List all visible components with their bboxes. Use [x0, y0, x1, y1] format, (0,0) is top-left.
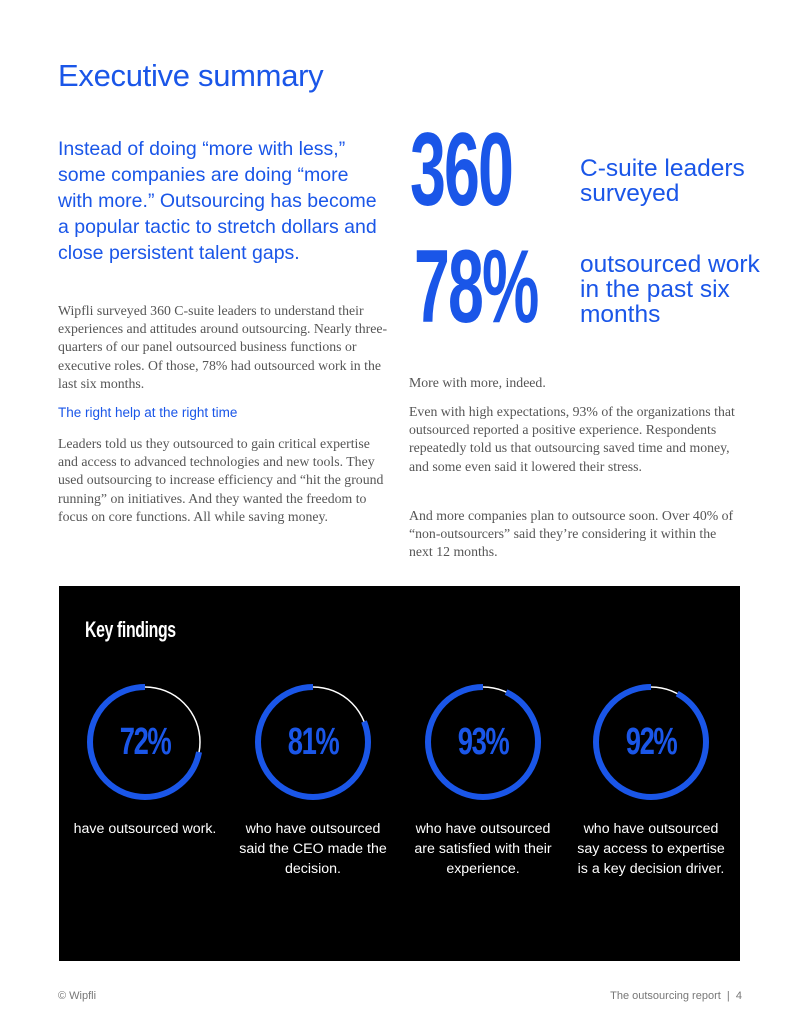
- finding-ring-3: [424, 683, 542, 801]
- finding-ring-1: [86, 683, 204, 801]
- stat-value-leaders: 360: [410, 112, 513, 228]
- right-paragraph-1: More with more, indeed.: [409, 375, 546, 390]
- intro-paragraph: Wipfli surveyed 360 C-suite leaders to understand their experiences and attitudes around outsourcing. Nearly three-quarters of our panel outsourced business functions or executive roles. Of those, 78% had outsourced work in the last six months.: [58, 303, 388, 391]
- stat-value-outsourced: 78%: [414, 229, 538, 345]
- subheading: The right help at the right time: [58, 405, 238, 420]
- footer-page-info: The outsourcing report | 4: [610, 990, 742, 1002]
- stat-label-leaders: C-suite leaders surveyed: [580, 155, 745, 207]
- right-paragraph-3: And more companies plan to outsource soon. Over 40% of “non-outsourcers” said they’re considering it within the next 12 months.: [409, 508, 734, 560]
- footer-copyright: © Wipfli: [58, 990, 97, 1002]
- finding-percent: 72%: [119, 721, 171, 763]
- finding-percent: 81%: [287, 721, 339, 763]
- finding-ring-2: [254, 683, 372, 801]
- page-title: Executive summary: [58, 58, 324, 93]
- key-findings-heading: Key findings: [85, 617, 176, 642]
- right-paragraph-2: Even with high expectations, 93% of the organizations that outsourced reported a positive experience. Respondents repeatedly told us that outsourcing saved time and money, and some even said it lowered their stress.: [409, 404, 735, 474]
- finding-caption: who have outsourced say access to expertise is a key decision driver.: [577, 821, 725, 877]
- finding-percent: 92%: [625, 721, 677, 763]
- finding-ring-4: [592, 683, 710, 801]
- finding-caption: who have outsourced are satisfied with their experience.: [414, 821, 552, 877]
- lede-text: Instead of doing “more with less,” some companies are doing “more with more.” Outsourcing has become a popular tactic to stretch dollars and close persistent talent gaps.: [58, 138, 377, 264]
- finding-percent: 93%: [457, 721, 509, 763]
- finding-caption: have outsourced work.: [73, 821, 217, 837]
- finding-caption: who have outsourced said the CEO made the decision.: [239, 821, 387, 877]
- help-paragraph: Leaders told us they outsourced to gain critical expertise and access to advanced technologies and new tools. They used outsourcing to increase efficiency and “hit the ground running” on initiatives. And they wanted the freedom to focus on core functions. All while saving money.: [58, 436, 384, 524]
- stat-label-outsourced: outsourced work in the past six months: [580, 251, 760, 328]
